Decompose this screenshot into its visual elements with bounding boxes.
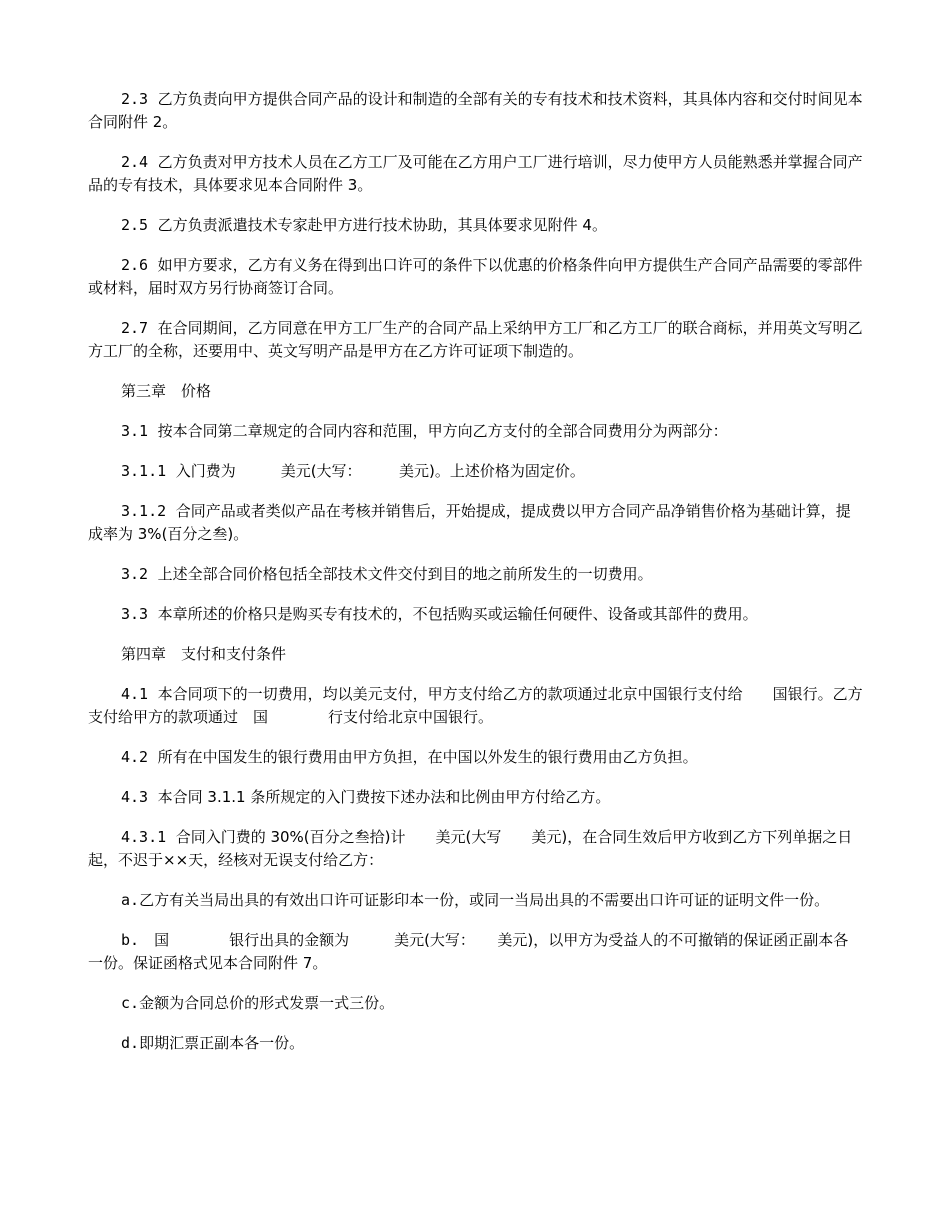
clause-text: 合同产品或者类似产品在考核并销售后，开始提成，提成费以甲方合同产品净销售价格为基础计算，提成率为 3%(百分之叁)。 [88,502,851,543]
item-letter: b. [121,931,140,949]
chapter-4-heading [88,643,863,666]
clause-4-3-1 [88,826,863,872]
item-text: 金额为合同总价的形式发票一式三份。 [139,994,395,1012]
clause-text: 入门费为 美元(大写： 美元)。上述价格为固定价。 [166,462,585,480]
clause-3-1-2 [88,500,863,546]
clause-number: 2.5 [121,216,149,234]
item-letter: d. [121,1034,140,1052]
clause-number: 3.2 [121,565,149,583]
clause-2-6 [88,254,863,300]
clause-4-2 [88,746,863,769]
clause-2-3 [88,88,863,134]
clause-2-5 [88,214,863,237]
clause-text: 合同入门费的 30%(百分之叁拾)计 美元(大写 美元)，在合同生效后甲方收到乙方下列单据之日起，不迟于××天，经核对无误支付给乙方： [88,828,853,869]
item-text: 乙方有关当局出具的有效出口许可证影印本一份，或同一当局出具的不需要出口许可证的证明文件一份。 [139,891,830,909]
clause-text: 本合同项下的一切费用，均以美元支付，甲方支付给乙方的款项通过北京中国银行支付给 国银行。乙方支付给甲方的款项通过 国 行支付给北京中国银行。 [88,685,863,726]
clause-number: 4.3 [121,788,149,806]
clause-text: 按本合同第二章规定的合同内容和范围，甲方向乙方支付的全部合同费用分为两部分： [148,422,728,440]
clause-4-1 [88,683,863,729]
clause-text: 乙方负责派遣技术专家赴甲方进行技术协助，其具体要求见附件 4。 [148,216,607,234]
clause-number: 3.1 [121,422,149,440]
item-text: 国 银行出具的金额为 美元(大写： 美元)，以甲方为受益人的不可撤销的保证函正副本各一份。保证函格式见本合同附件 7。 [88,931,849,972]
clause-number: 4.1 [121,685,149,703]
item-letter: c. [121,994,140,1012]
clause-text: 本章所述的价格只是购买专有技术的，不包括购买或运输任何硬件、设备或其部件的费用。 [148,605,758,623]
clause-number: 3.3 [121,605,149,623]
clause-number: 2.6 [121,256,149,274]
item-letter: a. [121,891,140,909]
clause-2-7 [88,317,863,363]
item-b [88,929,863,975]
item-c [88,992,863,1015]
document-page [88,88,863,1072]
clause-number: 3.1.2 [121,502,167,520]
item-d [88,1032,863,1055]
clause-3-1 [88,420,863,443]
clause-3-1-1 [88,460,863,483]
clause-text: 在合同期间，乙方同意在甲方工厂生产的合同产品上采纳甲方工厂和乙方工厂的联合商标，并用英文写明乙方工厂的全称，还要用中、英文写明产品是甲方在乙方许可证项下制造的。 [88,319,863,360]
chapter-title: 第三章 价格 [121,382,212,400]
chapter-title: 第四章 支付和支付条件 [121,645,287,663]
clause-2-4 [88,151,863,197]
item-text: 即期汇票正副本各一份。 [139,1034,305,1052]
clause-4-3 [88,786,863,809]
clause-text: 乙方负责向甲方提供合同产品的设计和制造的全部有关的专有技术和技术资料，其具体内容和交付时间见本合同附件 2。 [88,90,863,131]
clause-text: 上述全部合同价格包括全部技术文件交付到目的地之前所发生的一切费用。 [148,565,653,583]
clause-text: 本合同 3.1.1 条所规定的入门费按下述办法和比例由甲方付给乙方。 [148,788,611,806]
clause-number: 2.3 [121,90,149,108]
clause-3-3 [88,603,863,626]
item-a [88,889,863,912]
clause-number: 2.7 [121,319,149,337]
chapter-3-heading [88,380,863,403]
clause-text: 如甲方要求，乙方有义务在得到出口许可的条件下以优惠的价格条件向甲方提供生产合同产品需要的零部件或材料，届时双方另行协商签订合同。 [88,256,863,297]
clause-number: 4.2 [121,748,149,766]
clause-number: 3.1.1 [121,462,167,480]
clause-number: 4.3.1 [121,828,167,846]
clause-number: 2.4 [121,153,149,171]
clause-text: 所有在中国发生的银行费用由甲方负担，在中国以外发生的银行费用由乙方负担。 [148,748,698,766]
clause-3-2 [88,563,863,586]
clause-text: 乙方负责对甲方技术人员在乙方工厂及可能在乙方用户工厂进行培训，尽力使甲方人员能熟悉并掌握合同产品的专有技术，具体要求见本合同附件 3。 [88,153,863,194]
